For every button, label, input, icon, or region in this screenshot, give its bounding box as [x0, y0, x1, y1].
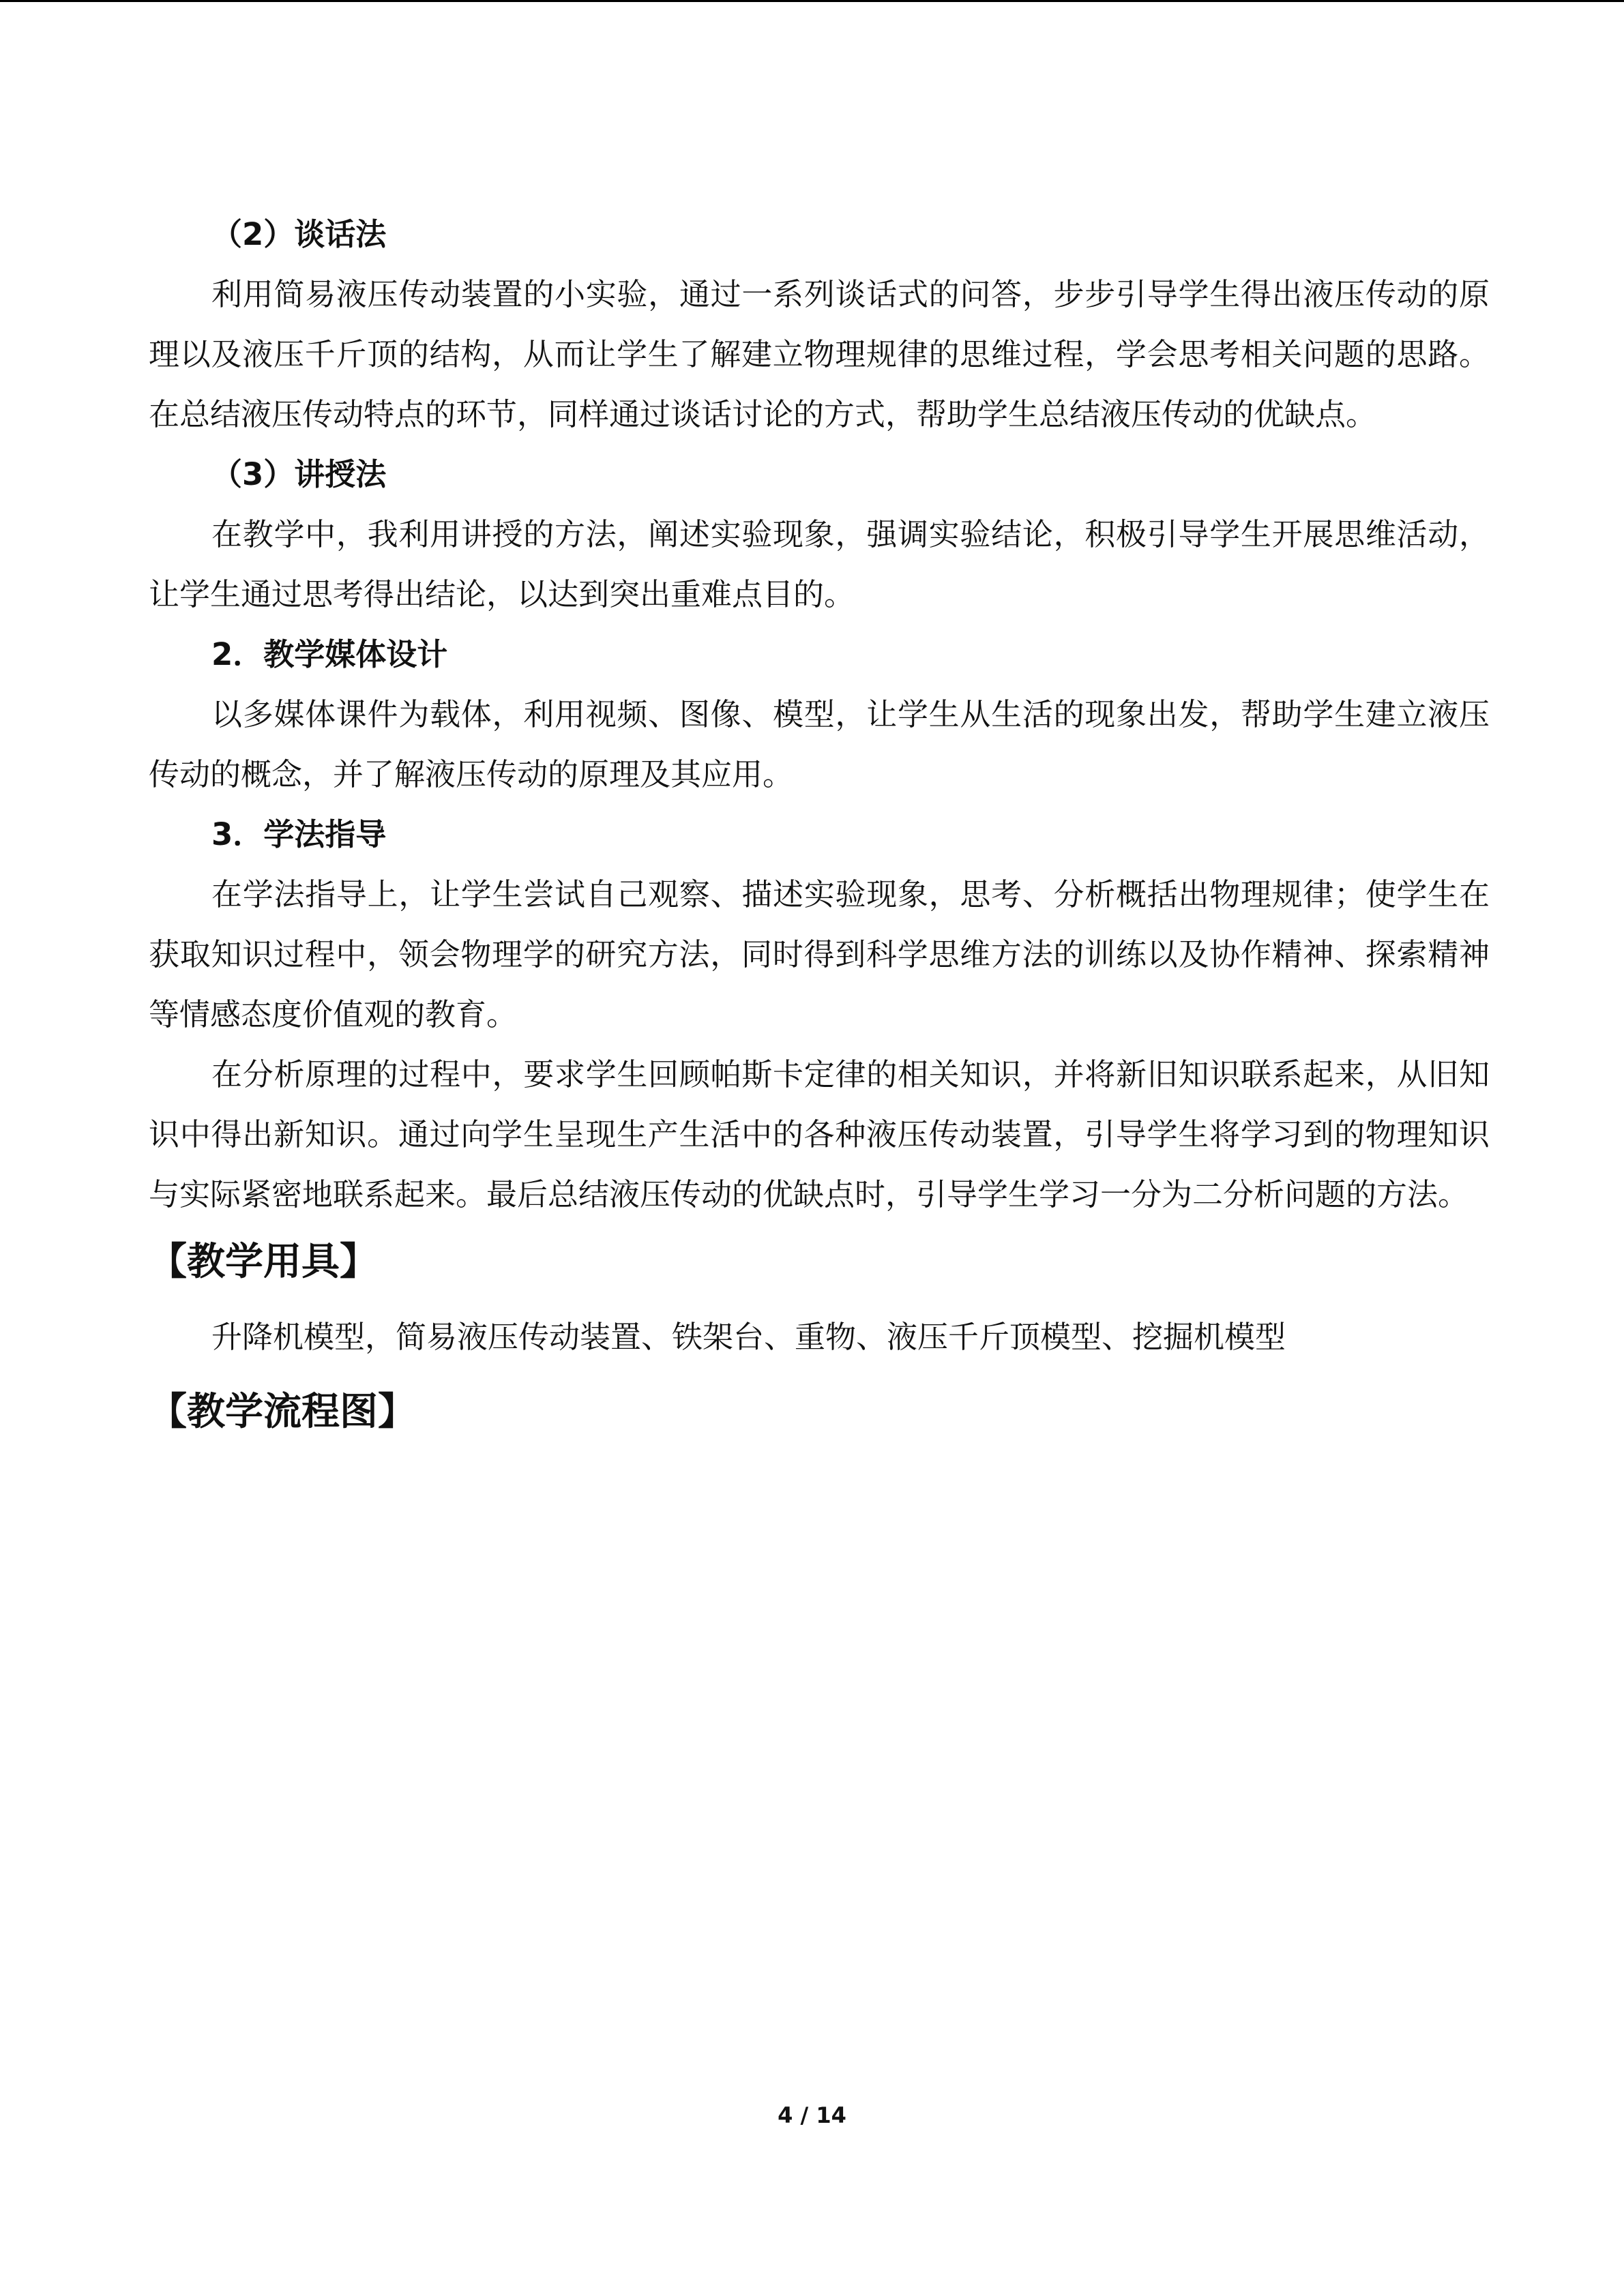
heading-media-design: 2．教学媒体设计 — [211, 636, 448, 672]
page-number: 4 / 14 — [778, 2102, 846, 2128]
heading-teaching-flowchart: 【教学流程图】 — [149, 1390, 416, 1434]
paragraph-talk-method: 利用简易液压传动装置的小实验，通过一系列谈话式的问答，步步引导学生得出液压传动的原理以及液压千斤顶的结构，从而让学生了解建立物理规律的思维过程，学会思考相关问题的思路。在总结液压传动特点的环节，同样通过谈话讨论的方式，帮助学生总结液压传动的优缺点。 — [149, 276, 1490, 432]
paragraph-study-method-2: 在分析原理的过程中，要求学生回顾帕斯卡定律的相关知识，并将新旧知识联系起来，从旧知识中得出新知识。通过向学生呈现生产生活中的各种液压传动装置，引导学生将学习到的物理知识与实际紧密地联系起来。最后总结液压传动的优缺点时，引导学生学习一分为二分析问题的方法。 — [149, 1056, 1490, 1212]
document-body — [149, 205, 1490, 1450]
paragraph-study-method-1: 在学法指导上，让学生尝试自己观察、描述实验现象，思考、分析概括出物理规律；使学生在获取知识过程中，领会物理学的研究方法，同时得到科学思维方法的训练以及协作精神、探索精神等情感态度价值观的教育。 — [149, 876, 1490, 1032]
heading-lecture-method: （3）讲授法 — [211, 456, 387, 492]
heading-study-method: 3．学法指导 — [211, 816, 387, 852]
heading-teaching-tools: 【教学用具】 — [149, 1240, 378, 1284]
heading-talk-method: （2）谈话法 — [211, 216, 387, 252]
paragraph-lecture-method: 在教学中，我利用讲授的方法，阐述实验现象，强调实验结论，积极引导学生开展思维活动，让学生通过思考得出结论，以达到突出重难点目的。 — [149, 516, 1490, 612]
paragraph-media-design: 以多媒体课件为载体，利用视频、图像、模型，让学生从生活的现象出发，帮助学生建立液压传动的概念，并了解液压传动的原理及其应用。 — [149, 696, 1490, 792]
page-top-border — [0, 0, 1624, 2]
teaching-tools-list: 升降机模型，简易液压传动装置、铁架台、重物、液压千斤顶模型、挖掘机模型 — [211, 1319, 1286, 1355]
